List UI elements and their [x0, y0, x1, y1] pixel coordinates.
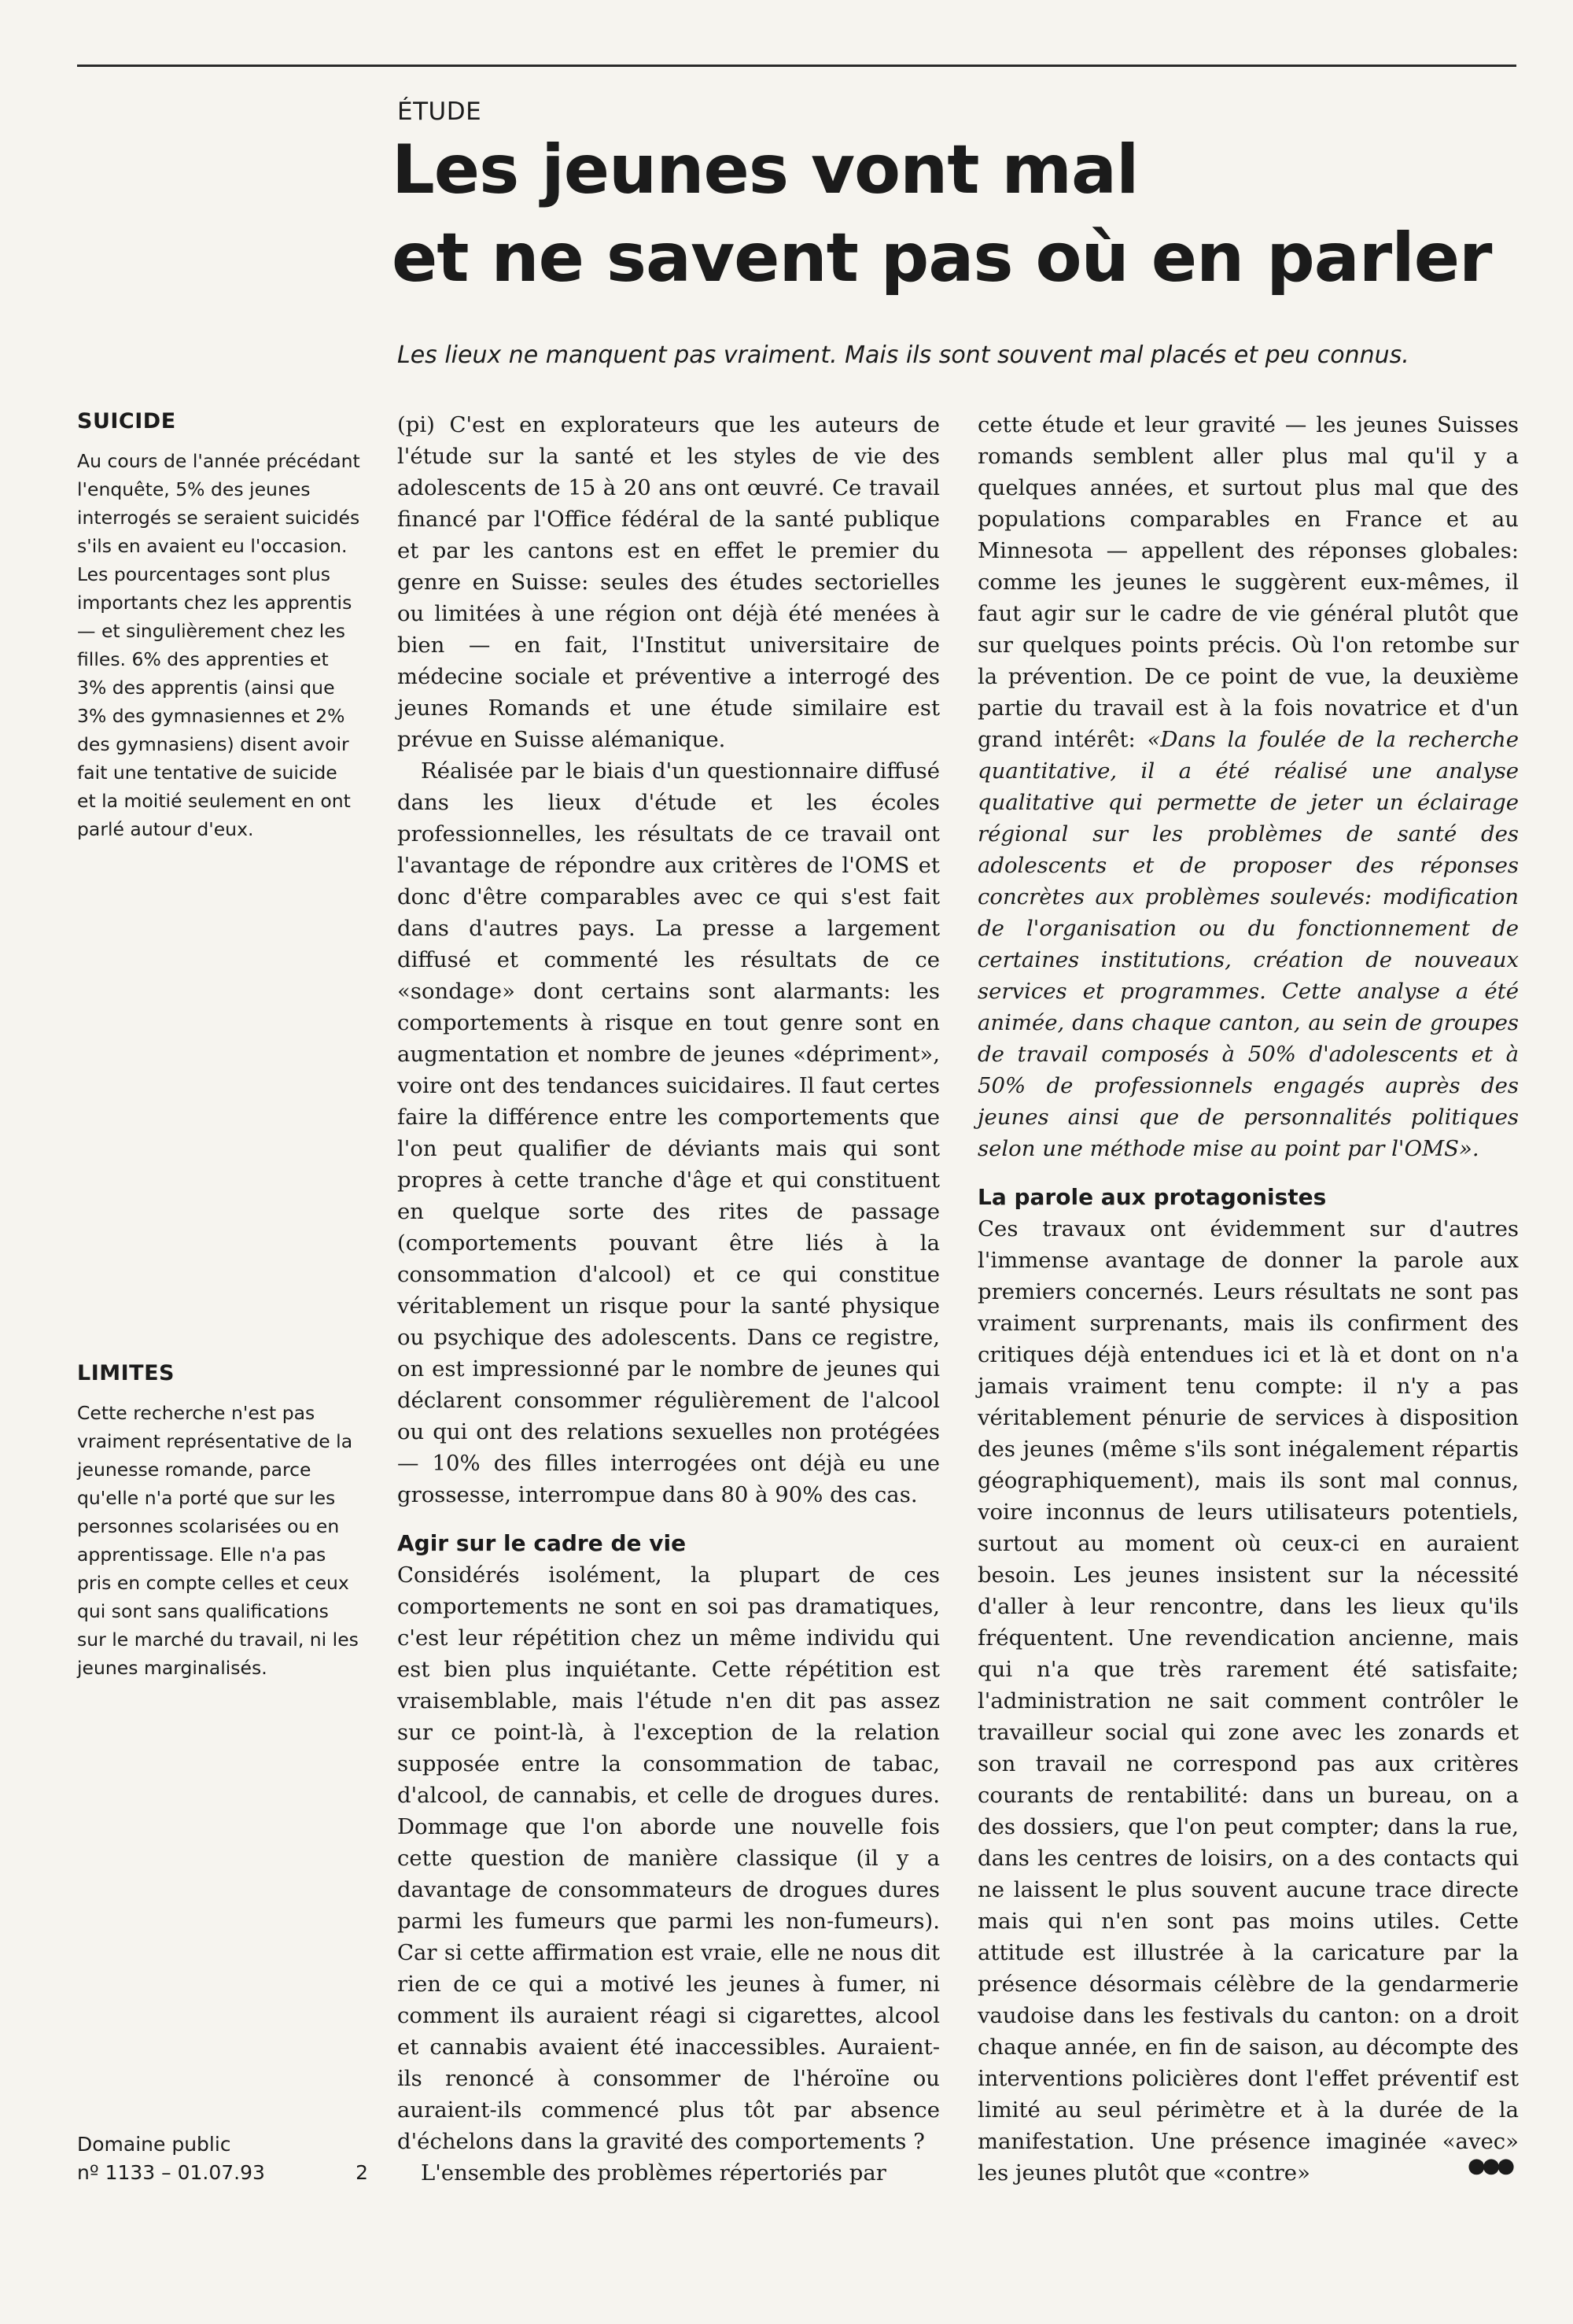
body-column-2	[978, 409, 1519, 2189]
issue-number: nº 1133 – 01.07.93	[77, 2161, 265, 2184]
sidebar-suicide-text: Au cours de l'année précédant l'enquête, 5% des jeunes interrogés se seraient suicidés s'ils en avaient eu l'occasion. Les pourcentages sont plus importants chez les apprentis — et singulièrement chez les filles. 6% des apprenties et 3% des apprentis (ainsi que 3% des gymnasiennes et 2% des gymnasiens) disent avoir fait une tentative de suicide et la moitié seulement en ont parlé autour d'eux.	[77, 450, 360, 840]
paragraph-comportements: Considérés isolément, la plupart de ces comportements ne sont en soi pas dramatiques, c'est leur répétition chez un même individu qui est bien plus inquiétante. Cette répétition est vraisemblable, mais l'étude n'en dit pas assez sur ce point-là, à l'exception de la relation supposée entre la consommation de tabac, d'alcool, de cannabis, et celle de drogues dures. Dommage que l'on aborde une nouvelle fois cette question de manière classique (il y a davantage de consommateurs de drogues dures parmi les fumeurs que parmi les non-fumeurs). Car si cette affirmation est vraie, elle ne nous dit rien de ce qui a motivé les jeunes à fumer, ni comment ils auraient réagi si cigarettes, alcool et cannabis avaient été inaccessibles. Auraient-ils renoncé à consommer de l'héroïne ou auraient-ils commencé plus tôt par absence d'échelons dans la gravité des comportements ?	[397, 1562, 940, 2154]
paragraph-methodology: Réalisée par le biais d'un questionnaire diffusé dans les lieux d'étude et les écoles professionnelles, les résultats de ce travail ont l'avantage de répondre aux critères de l'OMS et donc d'être comparables avec ce qui s'est fait dans d'autres pays. La presse a largement diffusé et commenté les résultats de ce «sondage» dont certains sont alarmants: les comportements à risque en tout genre sont en augmentation et nombre de jeunes «dépriment», voire ont des tendances suicidaires. Il faut certes faire la différence entre les comportements que l'on peut qualifier de déviants mais qui sont propres à cette tranche d'âge et qui constituent en quelque sorte des rites de passage (comportements pouvant être liés à la consommation d'alcool) et ce qui constitue véritablement un risque pour la santé physique ou psychique des adolescents. Dans ce registre, on est impressionné par le nombre de jeunes qui déclarent consommer régulièrement de l'alcool ou qui ont des relations sexuelles non protégées — 10% des filles interrogées ont déjà eu une grossesse, interrompue dans 80 à 90% des cas.	[397, 758, 940, 1507]
sidebar-limites	[77, 1359, 360, 1682]
article-title	[392, 126, 1509, 302]
section-kicker: ÉTUDE	[397, 98, 482, 126]
subheading-protagonistes: La parole aux protagonistes	[978, 1184, 1327, 1210]
top-rule	[77, 65, 1516, 67]
paragraph-protagonistes: Ces travaux ont évidemment sur d'autres l'immense avantage de donner la parole aux premiers concernés. Leurs résultats ne sont pas vraiment surprenants, mais ils confirment des critiques déjà entendues ici et là et dont on n'a jamais vraiment tenu compte: il n'y a pas véritablement pénurie de services à disposition des jeunes (même s'ils sont inégalement répartis géographiquement), mais ils sont mal connus, voire inconnus de leurs utilisateurs potentiels, surtout au moment où ceux-ci en auraient besoin. Les jeunes insistent sur la nécessité d'aller à leur rencontre, dans les lieux qu'ils fréquentent. Une revendication ancienne, mais qui n'a que très rarement été satisfaite; l'administration ne sait comment contrôler le travailleur social qui zone avec les zonards et son travail ne correspond pas aux critères courants de rentabilité: dans un bureau, on a des dossiers, que l'on peut compter; dans la rue, dans les centres de loisirs, on a des contacts qui ne laissent le plus souvent aucune trace directe mais qui n'en sont pas moins utiles. Cette attitude est illustrée à la caricature par la présence désormais célèbre de la gendarmerie vaudoise dans les festivals du canton: on a droit chaque année, en fin de saison, au décompte des interventions policières dont l'effet préventif est limité au seul périmètre et à la durée de la manifestation. Une présence imaginée «avec» les jeunes plutôt que «contre»	[978, 1216, 1519, 2186]
article-lede: Les lieux ne manquent pas vraiment. Mais ils sont souvent mal placés et peu connus.	[397, 341, 1409, 369]
sidebar-suicide-title: SUICIDE	[77, 409, 176, 433]
body-column-1	[397, 409, 940, 2189]
paragraph-intro: (pi) C'est en explorateurs que les auteurs de l'étude sur la santé et les styles de vie des adolescents de 15 à 20 ans ont œuvré. Ce travail financé par l'Office fédéral de la santé publique et par les cantons est en effet le premier du genre en Suisse: seules des études sectorielles ou limitées à une région ont déjà été menées à bien — en fait, l'Institut universitaire de médecine sociale et préventive a interrogé des jeunes Romands et une étude similaire est prévue en Suisse alémanique.	[397, 412, 940, 752]
sidebar-suicide	[77, 408, 360, 843]
page-footer	[77, 2130, 368, 2187]
paragraph-ensemble-text: cette étude et leur gravité — les jeunes Suisses romands semblent aller plus mal qu'il y a quelques années, et surtout plus mal que des populations comparables en France et au Minnesota — appellent des réponses globales: comme les jeunes le suggèrent eux-mêmes, il faut agir sur le cadre de vie général plutôt que sur quelques points précis. Où l'on retombe sur la prévention. De ce point de vue, la deuxième partie du travail est à la fois novatrice et d'un grand intérêt:	[978, 412, 1519, 752]
footer-row	[77, 2159, 368, 2187]
subheading-cadre-de-vie: Agir sur le cadre de vie	[397, 1530, 687, 1556]
continued-marker: ●●●	[1468, 2154, 1512, 2178]
sidebar-limites-title: LIMITES	[77, 1361, 175, 1385]
publication-name: Domaine public	[77, 2133, 231, 2156]
title-line-2: et ne savent pas où en parler	[392, 219, 1492, 297]
paragraph-ensemble-start: L'ensemble des problèmes répertoriés par	[421, 2160, 886, 2186]
title-line-1: Les jeunes vont mal	[392, 131, 1139, 209]
paragraph-ensemble-cont	[978, 409, 1519, 1164]
page-number: 2	[355, 2161, 368, 2184]
oms-quote: «Dans la foulée de la recherche quantitative, il a été réalisé une analyse qualitative qui permette de jeter un éclairage régional sur les problèmes de santé des adolescents et de proposer des réponses concrètes aux problèmes soulevés: modification de l'organisation ou du fonctionnement de certaines institutions, création de nouveaux services et programmes. Cette analyse a été animée, dans chaque canton, au sein de groupes de travail composés à 50% d'adolescents et à 50% de professionnels engagés auprès des jeunes ainsi que de personnalités politiques selon une méthode mise au point par l'OMS».	[978, 727, 1519, 1161]
sidebar-limites-text: Cette recherche n'est pas vraiment représentative de la jeunesse romande, parce qu'elle n'a porté que sur les personnes scolarisées ou en apprentissage. Elle n'a pas pris en compte celles et ceux qui sont sans qualifications sur le marché du travail, ni les jeunes marginalisés.	[77, 1402, 359, 1679]
